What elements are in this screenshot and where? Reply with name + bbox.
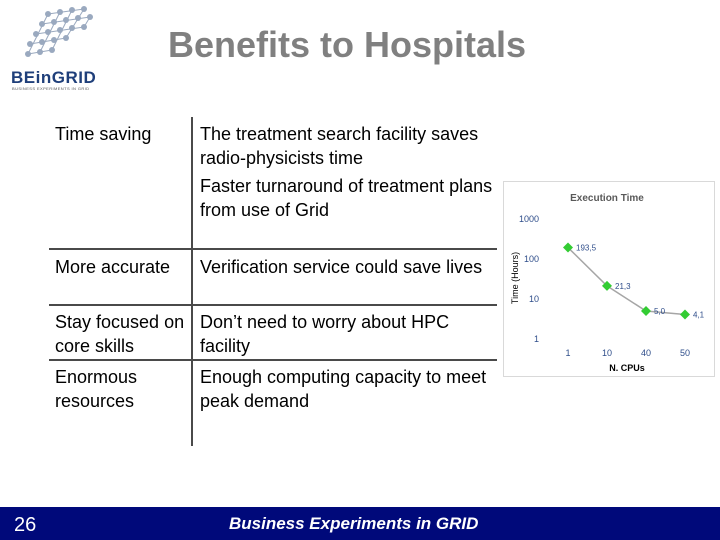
page-number: 26 <box>14 514 37 536</box>
logo-text: BEinGRID <box>11 68 97 87</box>
benefit-label: Stay focused on core skills <box>55 312 185 356</box>
chart-x-tick-label: 1 <box>565 348 571 358</box>
grid-globe-icon <box>4 4 116 66</box>
benefit-description: Enough computing capacity to meet peak demand <box>200 367 487 411</box>
benefit-description: Verification service could save lives <box>200 257 483 277</box>
benefit-label: Enormous resources <box>55 367 138 411</box>
chart-title: Execution Time <box>570 193 644 204</box>
chart-data-label: 5,0 <box>654 307 666 317</box>
table-column-divider <box>191 117 193 446</box>
footer-text: Business Experiments in GRID <box>229 514 479 533</box>
chart-data-label: 4,1 <box>693 310 705 320</box>
table-row-divider <box>49 248 497 250</box>
chart-data-label: 193,5 <box>576 243 597 253</box>
benefit-description: Faster turnaround of treatment plans from use of Grid <box>200 176 493 220</box>
chart-y-tick-label: 1000 <box>518 214 539 224</box>
chart-y-tick-label: 10 <box>528 294 539 304</box>
table-row-divider <box>49 304 497 306</box>
chart-x-tick-label: 40 <box>640 348 652 358</box>
beingrid-logo <box>4 4 116 94</box>
chart-x-tick-label: 10 <box>601 348 613 358</box>
benefit-description: Don’t need to worry about HPC facility <box>200 312 450 356</box>
chart-x-tick-label: 50 <box>679 348 691 358</box>
logo-subtext: BUSINESS EXPERIMENTS IN GRID <box>12 86 90 91</box>
benefit-label: Time saving <box>55 124 152 144</box>
footer-bar <box>0 507 720 540</box>
chart-y-tick-label: 1 <box>533 334 539 344</box>
table-row-divider <box>49 359 497 361</box>
page-title: Benefits to Hospitals <box>168 24 527 65</box>
benefit-label: More accurate <box>55 257 171 277</box>
execution-time-chart <box>503 181 715 377</box>
benefit-description: The treatment search facility saves radio-physicists time <box>200 124 479 168</box>
chart-y-axis-label: Time (Hours) <box>510 251 520 305</box>
chart-x-axis-label: N. CPUs <box>609 363 645 373</box>
chart-data-label: 21,3 <box>615 281 631 291</box>
chart-y-tick-label: 100 <box>523 254 539 264</box>
